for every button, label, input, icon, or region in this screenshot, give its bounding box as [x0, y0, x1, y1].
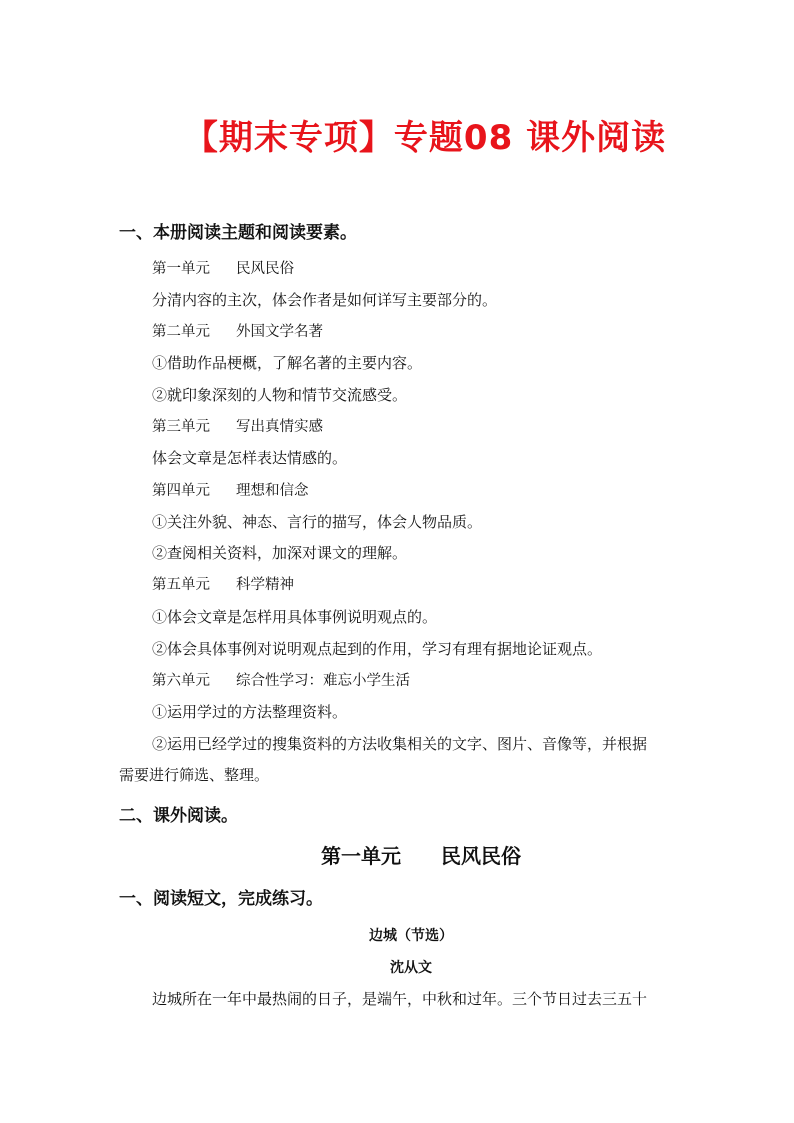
section1-heading: 一、本册阅读主题和阅读要素。	[119, 223, 357, 243]
unit-title-theme: 民风民俗	[441, 844, 521, 868]
unit-4-line-2: ②查阅相关资料，加深对课文的理解。	[152, 544, 408, 562]
task-heading: 一、阅读短文，完成练习。	[119, 889, 323, 909]
unit-2-line-2: ②就印象深刻的人物和情节交流感受。	[152, 386, 408, 404]
unit-theme: 综合性学习：难忘小学生活	[236, 673, 410, 689]
unit-title	[0, 845, 794, 867]
unit-label: 第三单元	[152, 419, 210, 435]
unit-1-line-1: 分清内容的主次，体会作者是如何详写主要部分的。	[152, 291, 498, 309]
unit-3-header	[152, 416, 323, 438]
section2-heading: 二、课外阅读。	[119, 806, 238, 826]
unit-4-line-1: ①关注外貌、神态、言行的描写，体会人物品质。	[152, 513, 483, 531]
unit-theme: 科学精神	[236, 577, 294, 593]
unit-theme: 外国文学名著	[236, 324, 323, 340]
unit-6-line-2: ②运用已经学过的搜集资料的方法收集相关的文字、图片、音像等，并根据	[152, 735, 648, 753]
unit-label: 第二单元	[152, 324, 210, 340]
unit-4-header	[152, 480, 309, 502]
unit-6-line-1: ①运用学过的方法整理资料。	[152, 703, 348, 721]
page-title: 【期末专项】专题08 课外阅读	[183, 118, 667, 158]
unit-5-line-2: ②体会具体事例对说明观点起到的作用，学习有理有据地论证观点。	[152, 640, 603, 658]
article-paragraph: 边城所在一年中最热闹的日子，是端午，中秋和过年。三个节日过去三五十	[152, 990, 648, 1008]
unit-label: 第一单元	[152, 261, 210, 277]
unit-5-header	[152, 574, 294, 596]
unit-5-line-1: ①体会文章是怎样用具体事例说明观点的。	[152, 608, 438, 626]
unit-6-continuation: 需要进行筛选、整理。	[119, 766, 270, 784]
unit-theme: 民风民俗	[236, 261, 294, 277]
unit-2-line-1: ①借助作品梗概，了解名著的主要内容。	[152, 354, 423, 372]
unit-label: 第六单元	[152, 673, 210, 689]
unit-3-line-1: 体会文章是怎样表达情感的。	[152, 449, 348, 467]
unit-label: 第四单元	[152, 483, 210, 499]
unit-2-header	[152, 321, 323, 343]
unit-title-label: 第一单元	[321, 844, 401, 868]
article-title: 边城（节选）	[369, 928, 453, 944]
unit-label: 第五单元	[152, 577, 210, 593]
unit-theme: 写出真情实感	[236, 419, 323, 435]
unit-6-header	[152, 670, 410, 692]
unit-1-header	[152, 258, 294, 280]
article-author: 沈从文	[390, 960, 432, 976]
unit-theme: 理想和信念	[236, 483, 309, 499]
